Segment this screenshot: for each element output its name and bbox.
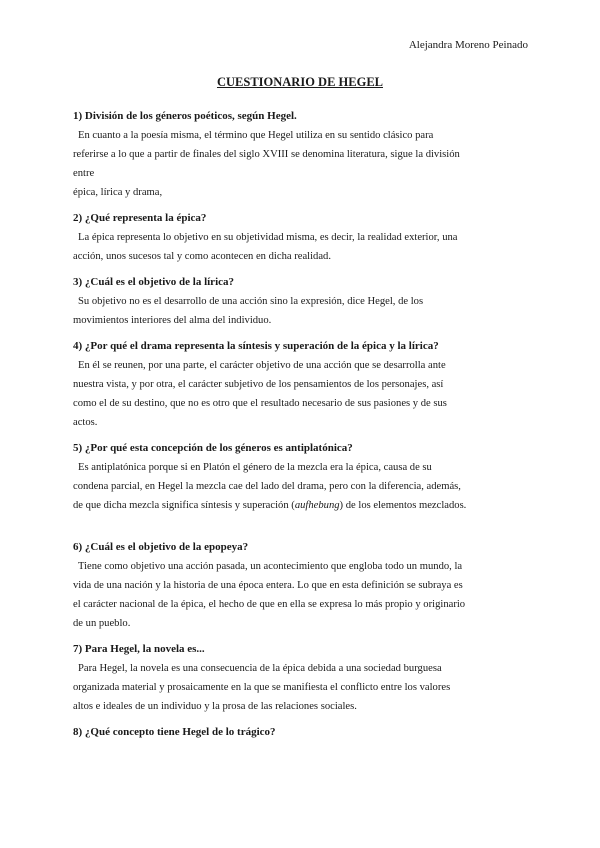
answer-line: Es antiplatónica porque si en Platón el género de la mezcla era la épica, causa de su [78,462,432,473]
question-3: 3) ¿Cuál es el objetivo de la lírica? [73,276,235,288]
answer-7 [73,659,529,716]
answer-line: La épica representa lo objetivo en su objetividad misma, es decir, la realidad exterior, una [78,232,458,243]
section-8 [73,725,529,739]
question-8: 8) ¿Qué concepto tiene Hegel de lo trágico? [73,726,276,738]
section-7 [73,642,529,716]
section-4 [73,339,529,432]
answer-1 [73,126,529,202]
aufhebung-term: aufhebung [294,500,340,511]
answer-6 [73,557,529,633]
answer-line: nuestra vista, y por otra, el carácter subjetivo de los pensamientos de los personajes, así [73,379,444,390]
questionnaire-body [73,109,529,748]
answer-line: altos e ideales de un individuo y la prosa de las relaciones sociales. [73,701,357,712]
answer-3 [73,292,529,330]
question-1: 1) División de los géneros poéticos, según Hegel. [73,110,297,122]
question-7: 7) Para Hegel, la novela es... [73,643,205,655]
answer-line: movimientos interiores del alma del individuo. [73,315,272,326]
answer-line-post: ) de los elementos mezclados. [339,500,467,511]
answer-line: En él se reunen, por una parte, el carácter objetivo de una acción que se desarrolla ante [78,360,446,371]
answer-line: referirse a lo que a partir de finales del siglo XVIII se denomina literatura, sigue la división [73,149,460,160]
answer-line-pre: de que dicha mezcla significa síntesis y superación ( [73,500,295,511]
section-3 [73,275,529,330]
section-2 [73,211,529,266]
question-4: 4) ¿Por qué el drama representa la síntesis y superación de la épica y la lírica? [73,340,439,352]
answer-5 [73,458,529,515]
answer-line: acción, unos sucesos tal y como acontecen en dicha realidad. [73,251,331,262]
answer-line: Su objetivo no es el desarrollo de una acción sino la expresión, dice Hegel, de los [78,296,424,307]
answer-2 [73,228,529,266]
answer-line: actos. [73,417,98,428]
answer-line: organizada material y prosaicamente en la que se manifiesta el conflicto entre los valores [73,682,451,693]
question-6: 6) ¿Cuál es el objetivo de la epopeya? [73,541,249,553]
answer-line: Tiene como objetivo una acción pasada, un acontecimiento que engloba todo un mundo, la [78,561,463,572]
section-6 [73,540,529,633]
question-2: 2) ¿Qué representa la épica? [73,212,207,224]
question-5: 5) ¿Por qué esta concepción de los géneros es antiplatónica? [73,442,353,454]
section-5 [73,441,529,515]
answer-line: condena parcial, en Hegel la mezcla cae del lado del drama, pero con la diferencia, además, [73,481,461,492]
answer-line: Para Hegel, la novela es una consecuencia de la épica debida a una sociedad burguesa [78,663,442,674]
answer-line: épica, lírica y drama, [73,187,163,198]
answer-line: entre [73,168,95,179]
answer-line: como el de su destino, que no es otro que el resultado necesario de sus pasiones y de sus [73,398,447,409]
answer-line: el carácter nacional de la épica, el hecho de que en ella se expresa lo más propio y originario [73,599,466,610]
answer-line: de un pueblo. [73,618,131,629]
answer-line: En cuanto a la poesía misma, el término que Hegel utiliza en su sentido clásico para [78,130,434,141]
author-name: Alejandra Moreno Peinado [408,39,528,51]
document-title: CUESTIONARIO DE HEGEL [216,75,383,89]
answer-line: vida de una nación y la historia de una época entera. Lo que en esta definición se subraya es [73,580,463,591]
section-1 [73,109,529,202]
answer-4 [73,356,529,432]
